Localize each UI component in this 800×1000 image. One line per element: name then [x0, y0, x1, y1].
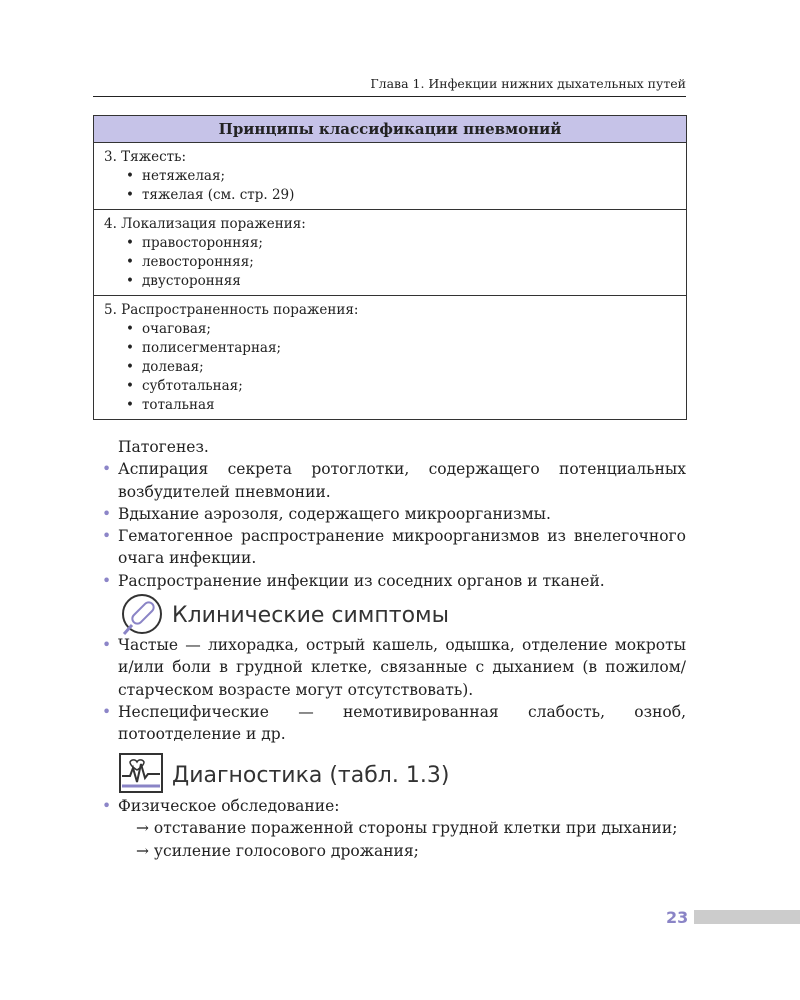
list-item: • Вдыхание аэрозоля, содержащего микроорганизмы. — [100, 503, 686, 525]
list-item: • долевая; — [126, 358, 676, 377]
list-item: • очаговая; — [126, 320, 676, 339]
pathogenesis-section — [100, 436, 686, 592]
table-row — [94, 210, 687, 296]
sub-item: → усиление голосового дрожания; — [136, 841, 419, 860]
list-item: • Аспирация секрета ротоглотки, содержащего потенциальных возбудителей пневмонии. — [100, 458, 686, 503]
row-heading: 4. Локализация поражения: — [104, 216, 306, 232]
symptoms-title: Клинические симптомы — [172, 602, 450, 628]
list-item: • двусторонняя — [126, 272, 676, 291]
diagnostics-heading — [118, 752, 449, 798]
table-row — [94, 143, 687, 210]
list-item: • субтотальная; — [126, 377, 676, 396]
row-heading: 3. Тяжесть: — [104, 149, 187, 165]
diagnostics-list — [100, 795, 686, 862]
symptoms-heading — [118, 592, 449, 638]
list-item: • нетяжелая; — [126, 167, 676, 186]
list-item: • тяжелая (см. стр. 29) — [126, 186, 676, 205]
classification-table — [93, 115, 687, 420]
thermometer-icon — [118, 592, 164, 638]
header-rule — [93, 96, 686, 97]
page-bar — [694, 910, 800, 924]
heart-monitor-icon — [118, 752, 164, 798]
symptoms-list — [100, 634, 686, 745]
running-header: Глава 1. Инфекции нижних дыхательных путей — [370, 76, 686, 91]
table-title: Принципы классификации пневмоний — [94, 116, 687, 143]
list-item: • Неспецифические — немотивированная слабость, озноб, потоотделение и др. — [100, 701, 686, 746]
page-number: 23 — [666, 908, 689, 927]
sub-item: → отставание пораженной стороны грудной клетки при дыхании; — [136, 819, 678, 838]
diagnostics-title: Диагностика (табл. 1.3) — [172, 762, 450, 788]
list-item: • Физическое обследование: — [100, 795, 686, 817]
list-item: • Гематогенное распространение микроорганизмов из внелегочного очага инфекции. — [100, 525, 686, 570]
list-item: • Частые — лихорадка, острый кашель, одышка, отделение мокроты и/или боли в грудной клетке, связанные с дыханием (в пожилом/старческом возрасте могут отсутствовать). — [100, 634, 686, 701]
table-row — [94, 296, 687, 420]
list-item: • левосторонняя; — [126, 253, 676, 272]
list-item: • полисегментарная; — [126, 339, 676, 358]
list-item: • Распространение инфекции из соседних органов и тканей. — [100, 570, 686, 592]
row-heading: 5. Распространенность поражения: — [104, 302, 359, 318]
list-item: • правосторонняя; — [126, 234, 676, 253]
list-item: • тотальная — [126, 396, 676, 415]
pathogenesis-title: Патогенез. — [118, 438, 209, 456]
